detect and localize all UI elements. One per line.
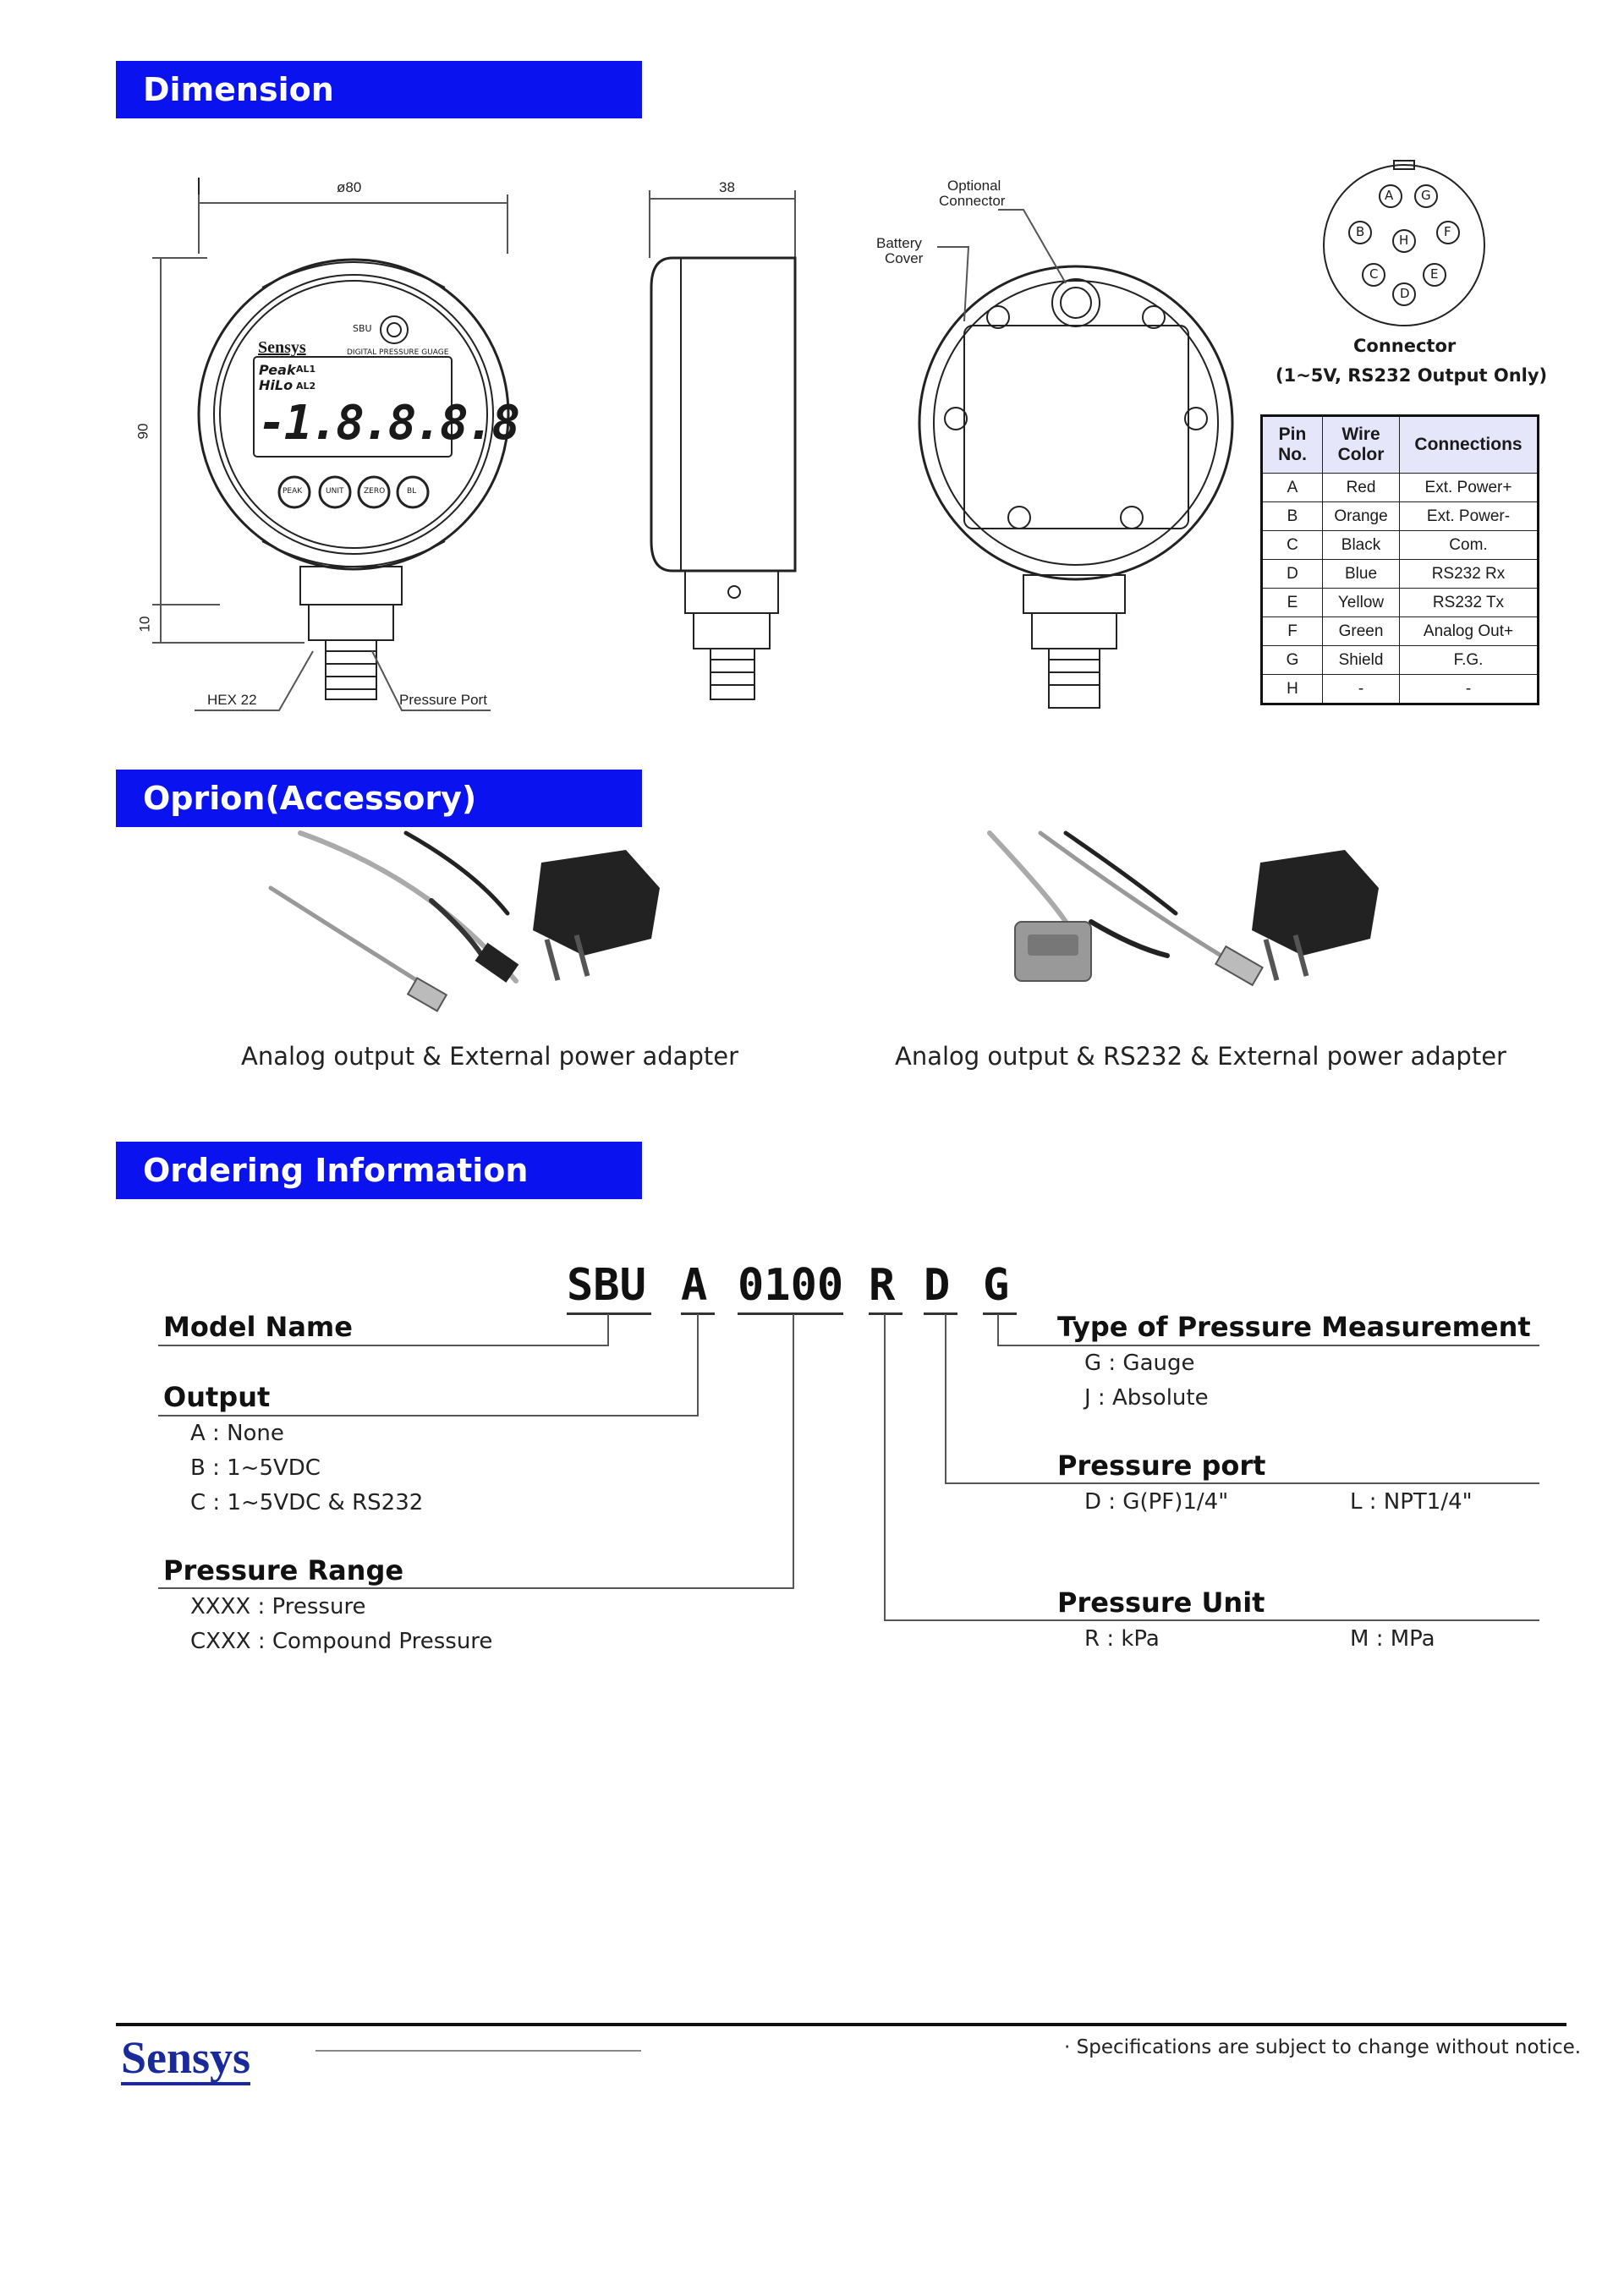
pin-c: C xyxy=(1369,266,1379,282)
footer-logo: Sensys xyxy=(121,2034,250,2085)
port-rule xyxy=(945,1482,1539,1484)
footer-rule xyxy=(116,2023,1566,2026)
section-banner-accessory: Oprion(Accessory) xyxy=(116,770,642,827)
table-cell: RS232 Tx xyxy=(1400,589,1539,617)
table-cell: Ext. Power- xyxy=(1400,502,1539,531)
pin-e: E xyxy=(1430,266,1439,282)
table-row xyxy=(1262,502,1539,531)
underline-d xyxy=(924,1312,957,1315)
underline-sbu xyxy=(567,1312,651,1315)
table-cell: Ext. Power+ xyxy=(1400,474,1539,502)
connector-line-output xyxy=(697,1314,699,1416)
range-rule xyxy=(158,1587,794,1589)
hex-label: HEX 22 xyxy=(207,692,257,708)
underline-g xyxy=(983,1312,1017,1315)
face-sub: DIGITAL PRESSURE GUAGE xyxy=(347,348,449,357)
lcd-al2: AL2 xyxy=(296,381,316,392)
footer-short-rule xyxy=(315,2050,641,2052)
code-r: R xyxy=(869,1260,896,1311)
unit-item: M : MPa xyxy=(1350,1626,1435,1652)
connection-col-header: Connections xyxy=(1400,416,1539,474)
table-row xyxy=(1262,531,1539,560)
table-row xyxy=(1262,646,1539,675)
pin-g: G xyxy=(1421,188,1431,203)
dim-depth-label: 38 xyxy=(719,179,735,195)
button-bl: BL xyxy=(407,487,417,496)
accessory-photo-rs232 xyxy=(981,829,1404,1023)
dim-stem-label: 10 xyxy=(136,616,153,633)
output-item: C : 1~5VDC & RS232 xyxy=(190,1490,424,1515)
lcd-al1: AL1 xyxy=(296,364,316,375)
connector-title: Connector xyxy=(1353,336,1457,356)
table-row xyxy=(1262,675,1539,704)
pin-d: D xyxy=(1400,286,1410,301)
section-banner-ordering: Ordering Information xyxy=(116,1142,642,1199)
battery-cover-label-2: Cover xyxy=(885,250,924,266)
model-name-rule xyxy=(158,1345,609,1346)
output-item: B : 1~5VDC xyxy=(190,1455,321,1481)
table-cell: - xyxy=(1323,675,1400,704)
table-cell: RS232 Rx xyxy=(1400,560,1539,589)
table-cell: Blue xyxy=(1323,560,1400,589)
underline-r xyxy=(869,1312,903,1315)
code-sbu: SBU xyxy=(567,1260,646,1311)
table-cell: Com. xyxy=(1400,531,1539,560)
section-banner-dimension: Dimension xyxy=(116,61,642,118)
type-rule xyxy=(997,1345,1539,1346)
button-peak: PEAK xyxy=(283,487,303,496)
table-cell: G xyxy=(1262,646,1323,675)
table-row xyxy=(1262,589,1539,617)
lcd-peak: Peak xyxy=(259,362,296,378)
table-row xyxy=(1262,474,1539,502)
table-cell: Yellow xyxy=(1323,589,1400,617)
pressure-range-title: Pressure Range xyxy=(163,1554,404,1586)
code-g: G xyxy=(983,1260,1010,1311)
connector-line-range xyxy=(793,1314,794,1588)
caption-analog-adapter: Analog output & External power adapter xyxy=(241,1042,739,1071)
connector-subtitle: (1~5V, RS232 Output Only) xyxy=(1276,365,1548,386)
connector-line-type xyxy=(997,1314,999,1345)
battery-cover-label-1: Battery xyxy=(876,235,922,251)
code-0100: 0100 xyxy=(738,1260,844,1311)
pin-b: B xyxy=(1356,224,1365,239)
model-name-title: Model Name xyxy=(163,1311,353,1343)
connector-line-model xyxy=(607,1314,609,1345)
pin-col-header: Pin No. xyxy=(1262,416,1323,474)
dim-height-label: 90 xyxy=(134,423,151,440)
unit-item: R : kPa xyxy=(1084,1626,1160,1652)
footer-notice: · Specifications are subject to change without notice. xyxy=(1064,2036,1582,2058)
range-item: XXXX : Pressure xyxy=(190,1594,366,1619)
pin-table xyxy=(1260,414,1539,705)
pressure-port-label: Pressure Port xyxy=(399,692,487,708)
face-model: SBU xyxy=(353,323,372,334)
optional-connector-label-2: Connector xyxy=(939,193,1006,209)
underline-0100 xyxy=(738,1312,843,1315)
table-cell: F.G. xyxy=(1400,646,1539,675)
face-brand: Sensys xyxy=(258,338,306,357)
type-item: J : Absolute xyxy=(1084,1385,1209,1411)
table-cell: D xyxy=(1262,560,1323,589)
table-row xyxy=(1262,617,1539,646)
port-item: D : G(PF)1/4" xyxy=(1084,1489,1229,1515)
table-row xyxy=(1262,560,1539,589)
output-item: A : None xyxy=(190,1421,284,1446)
optional-connector-label-1: Optional xyxy=(947,178,1001,194)
side-view-drawing xyxy=(643,178,812,702)
connector-line-port xyxy=(945,1314,946,1483)
port-item: L : NPT1/4" xyxy=(1350,1489,1473,1515)
table-cell: C xyxy=(1262,531,1323,560)
code-d: D xyxy=(924,1260,951,1311)
table-cell: Analog Out+ xyxy=(1400,617,1539,646)
pressure-unit-title: Pressure Unit xyxy=(1057,1586,1265,1619)
table-cell: - xyxy=(1400,675,1539,704)
table-cell: B xyxy=(1262,502,1323,531)
pressure-port-title: Pressure port xyxy=(1057,1449,1266,1482)
table-cell: Green xyxy=(1323,617,1400,646)
connector-line-unit xyxy=(884,1314,886,1620)
table-cell: H xyxy=(1262,675,1323,704)
lcd-hilo: HiLo xyxy=(259,377,294,393)
rear-view-drawing xyxy=(914,254,1252,710)
table-cell: Black xyxy=(1323,531,1400,560)
dim-diameter-label: ø80 xyxy=(337,179,362,195)
button-zero: ZERO xyxy=(364,487,386,496)
pin-a: A xyxy=(1385,188,1394,203)
type-item: G : Gauge xyxy=(1084,1351,1195,1376)
table-cell: Red xyxy=(1323,474,1400,502)
table-cell: Shield xyxy=(1323,646,1400,675)
table-cell: A xyxy=(1262,474,1323,502)
range-item: CXXX : Compound Pressure xyxy=(190,1629,493,1654)
pin-h: H xyxy=(1399,233,1409,248)
table-cell: Orange xyxy=(1323,502,1400,531)
output-rule xyxy=(158,1415,699,1417)
lcd-digits: -1.8.8.8.8 xyxy=(258,396,518,451)
table-cell: E xyxy=(1262,589,1323,617)
output-title: Output xyxy=(163,1381,271,1413)
accessory-photo-analog xyxy=(262,829,668,1023)
table-cell: F xyxy=(1262,617,1323,646)
wire-col-header: Wire Color xyxy=(1323,416,1400,474)
unit-rule xyxy=(884,1619,1539,1621)
caption-rs232-adapter: Analog output & RS232 & External power adapter xyxy=(895,1042,1506,1071)
measurement-type-title: Type of Pressure Measurement xyxy=(1057,1311,1531,1343)
button-unit: UNIT xyxy=(326,487,344,496)
code-a: A xyxy=(681,1260,708,1311)
pin-f: F xyxy=(1444,224,1451,239)
